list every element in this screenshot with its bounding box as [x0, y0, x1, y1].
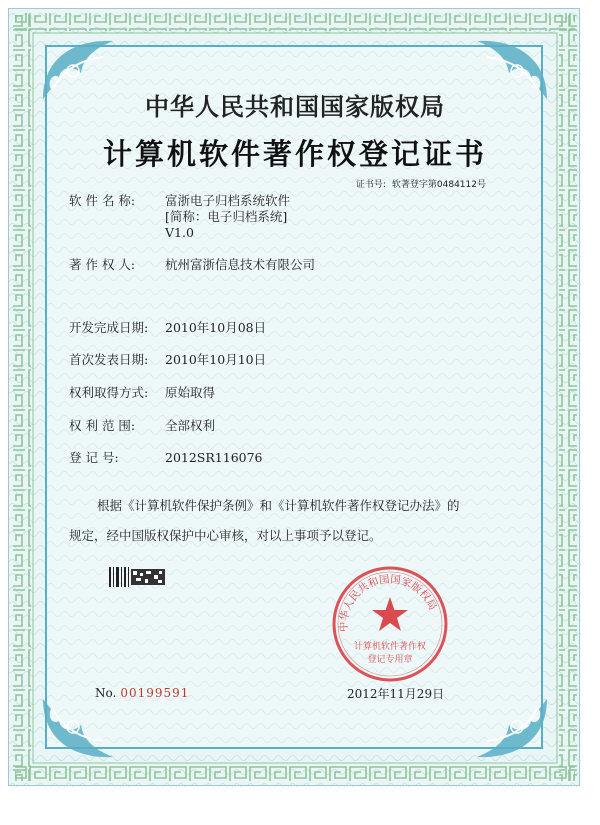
registration-row: [69, 450, 263, 466]
barcode: [109, 567, 167, 587]
software-name-line2: [简称：电子归档系统]: [165, 209, 288, 224]
copyright-holder-row: [69, 257, 315, 273]
statement-line1: 根据《计算机软件保护条例》和《计算机软件著作权登记办法》的: [97, 498, 460, 513]
software-name-line1: 富浙电子归档系统软件: [165, 193, 291, 208]
software-name-line3: V1.0: [165, 225, 194, 240]
completion-date-value: 2010年10月08日: [165, 320, 267, 335]
software-name-row: [69, 193, 290, 241]
software-name-label: 软 件 名 称:: [69, 193, 136, 208]
acquisition-value: 原始取得: [165, 385, 216, 400]
certificate-title: 计算机软件著作权登记证书: [102, 137, 487, 171]
serial-number: [95, 686, 189, 700]
copyright-holder-value: 杭州富浙信息技术有限公司: [165, 257, 316, 272]
certificate-number-label: 证书号:: [355, 180, 386, 190]
certificate-number: [356, 177, 486, 190]
serial-prefix: No.: [95, 686, 117, 700]
registration-label: 登 记 号:: [69, 450, 119, 465]
completion-date-label: 开发完成日期:: [69, 320, 149, 335]
first-publish-value: 2010年10月10日: [165, 352, 267, 367]
corner-ornament-bottom-right: [467, 689, 557, 769]
copyright-holder-label: 著 作 权 人:: [69, 257, 136, 272]
scope-value: 全部权利: [165, 418, 216, 433]
acquisition-row: [69, 385, 215, 401]
official-seal: [331, 565, 449, 683]
certificate-number-value: 软著登字第0484112号: [391, 180, 486, 190]
corner-ornament-bottom-left: [33, 689, 123, 769]
acquisition-label: 权利取得方式:: [69, 385, 149, 400]
scope-label: 权 利 范 围:: [69, 418, 136, 433]
first-publish-label: 首次发表日期:: [69, 352, 149, 367]
svg-text:登记专用章: 登记专用章: [367, 655, 413, 665]
first-publish-row: [69, 352, 266, 368]
registration-value: 2012SR116076: [165, 450, 263, 465]
serial-number-value: 00199591: [120, 686, 190, 700]
certificate: [8, 8, 580, 786]
statement-line2: 规定，经中国版权保护中心审核，对以上事项予以登记。: [69, 528, 382, 543]
svg-text:中华人民共和国国家版权局: 中华人民共和国国家版权局: [337, 573, 439, 633]
issuer-title: 中华人民共和国国家版权局: [145, 92, 445, 121]
scope-row: [69, 418, 215, 434]
completion-date-row: [69, 320, 266, 336]
svg-text:计算机软件著作权: 计算机软件著作权: [353, 642, 427, 652]
statement: [69, 491, 529, 551]
software-name-value: [165, 193, 290, 241]
issue-date: 2012年11月29日: [347, 687, 445, 701]
